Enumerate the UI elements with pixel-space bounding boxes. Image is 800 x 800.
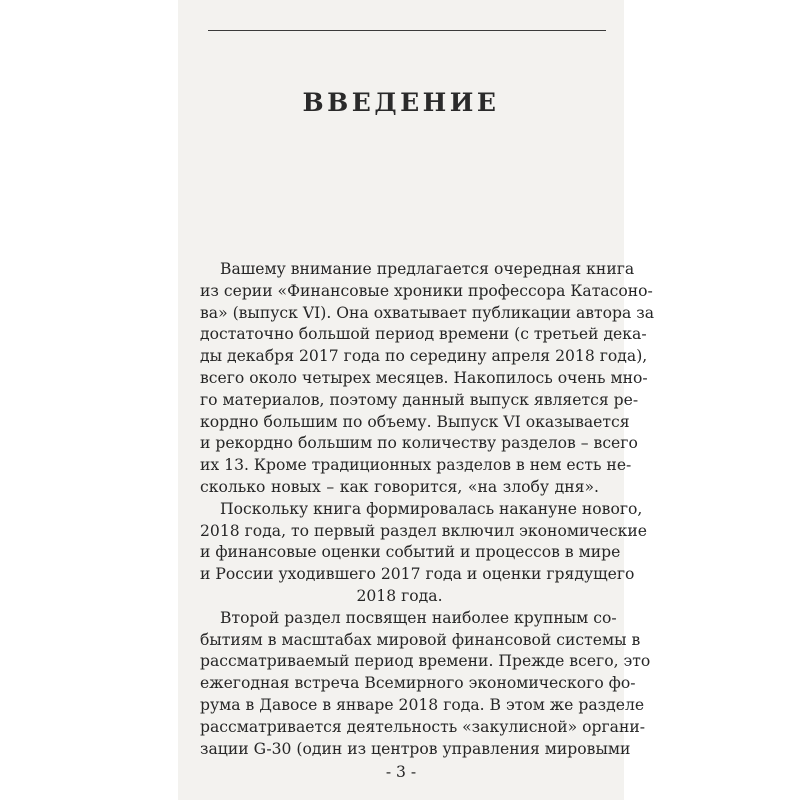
text-line: Поскольку книга формировалась накануне нового,: [220, 499, 643, 518]
body-text: [200, 259, 655, 760]
text-line: бытиям в масштабах мировой финансовой системы в: [200, 630, 641, 649]
paragraph-1: [200, 259, 655, 499]
text-line: сколько новых – как говорится, «на злобу дня».: [200, 477, 599, 496]
text-line: и рекордно большим по количеству разделов – всего: [200, 434, 638, 453]
text-line: ежегодная встреча Всемирного экономического фо-: [200, 674, 636, 693]
text-line: ва» (выпуск VI). Она охватывает публикации автора за: [200, 303, 655, 322]
text-line: 2018 года.: [356, 586, 443, 605]
text-line: Вашему внимание предлагается очередная книга: [220, 260, 635, 278]
header-rule: [208, 30, 606, 31]
text-line: рассматриваемый период времени. Прежде всего, это: [200, 652, 651, 671]
text-line: из серии «Финансовые хроники профессора Катасоно-: [200, 281, 653, 300]
paragraph-2: [200, 499, 647, 608]
text-line: рассматривается деятельность «закулисной» органи-: [200, 717, 646, 736]
text-line: 2018 года, то первый раздел включил экономические: [200, 521, 647, 540]
text-line: всего около четырех месяцев. Накопилось очень мно-: [200, 368, 648, 387]
text-line: и России уходившего 2017 года и оценки грядущего: [200, 565, 635, 584]
text-line: кордно большим по объему. Выпуск VI оказывается: [200, 412, 630, 431]
paragraph-3: [200, 608, 651, 761]
text-line: их 13. Кроме традиционных разделов в нем есть не-: [200, 456, 632, 475]
text-line: зации G-30 (один из центров управления мировыми: [200, 739, 631, 758]
text-line: Второй раздел посвящен наиболее крупным со-: [220, 608, 617, 627]
text-line: и финансовые оценки событий и процессов в мире: [200, 543, 621, 562]
text-line: рума в Давосе в январе 2018 года. В этом же разделе: [200, 695, 645, 714]
page-number: - 3 -: [385, 763, 417, 781]
chapter-title: ВВЕДЕНИЕ: [302, 88, 500, 117]
text-line: го материалов, поэтому данный выпуск является ре-: [200, 390, 639, 409]
text-line: ды декабря 2017 года по середину апреля 2018 года),: [200, 347, 648, 366]
text-line: достаточно большой период времени (с третьей дека-: [200, 325, 647, 344]
